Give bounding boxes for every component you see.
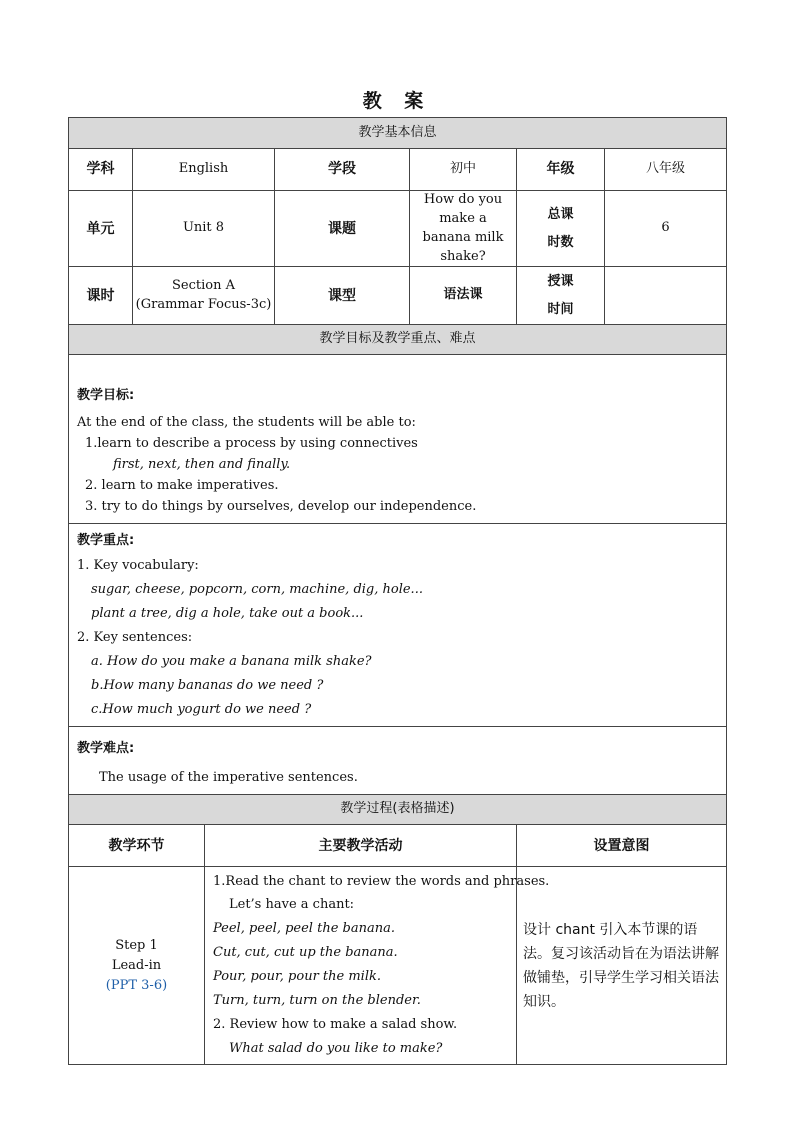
activity-line: Peel, peel, peel the banana. bbox=[213, 921, 395, 937]
period-value-line2: (Grammar Focus-3c) bbox=[135, 296, 272, 312]
activity-line: Let’s have a chant: bbox=[229, 897, 355, 913]
step1-cell bbox=[69, 867, 205, 1065]
step1-activities bbox=[205, 867, 550, 1065]
key-sentence: a. How do you make a banana milk shake? bbox=[91, 654, 372, 670]
key-sentence: b.How many bananas do we need ? bbox=[91, 678, 324, 694]
topic-label: 课题 bbox=[275, 191, 410, 267]
teach-time-value bbox=[605, 267, 727, 325]
type-value: 语法课 bbox=[410, 267, 517, 325]
teach-time-label-line1: 授课 bbox=[547, 273, 574, 289]
difficulty-heading: 教学难点: bbox=[77, 741, 135, 757]
topic-value: How do you make a banana milk shake? bbox=[410, 191, 517, 267]
teach-time-label bbox=[517, 267, 605, 325]
difficulty-block bbox=[69, 727, 727, 795]
objectives-block bbox=[69, 355, 727, 524]
key-points-heading: 教学重点: bbox=[77, 533, 135, 549]
key-sentence: c.How much yogurt do we need ? bbox=[91, 702, 312, 718]
objectives-line: 3. try to do things by ourselves, develop our independence. bbox=[85, 499, 477, 515]
key-points-block bbox=[69, 524, 727, 727]
grade-label: 年级 bbox=[517, 149, 605, 191]
activity-line: What salad do you like to make? bbox=[229, 1041, 443, 1057]
total-hours-label-line1: 总课 bbox=[547, 206, 574, 222]
page-title: 教 案 bbox=[362, 90, 432, 112]
unit-label: 单元 bbox=[69, 191, 133, 267]
activity-line: 1.Read the chant to review the words and phrases. bbox=[213, 874, 550, 890]
objectives-line: 2. learn to make imperatives. bbox=[85, 478, 279, 494]
section-goals: 教学目标及教学重点、难点 bbox=[69, 325, 727, 355]
total-hours-label-line2: 时数 bbox=[547, 234, 574, 250]
period-value bbox=[133, 267, 275, 325]
objectives-line: first, next, then and finally. bbox=[113, 457, 291, 473]
subject-value: English bbox=[133, 149, 275, 191]
section-basic-info: 教学基本信息 bbox=[69, 118, 727, 149]
step1-phase: Lead-in bbox=[111, 957, 162, 973]
process-col-step: 教学环节 bbox=[69, 825, 205, 867]
activity-line: 2. Review how to make a salad show. bbox=[213, 1017, 458, 1033]
total-hours-label bbox=[517, 191, 605, 267]
stage-value: 初中 bbox=[410, 149, 517, 191]
step1-ppt-ref: (PPT 3-6) bbox=[105, 977, 168, 993]
key-vocab-line: plant a tree, dig a hole, take out a book... bbox=[91, 606, 364, 622]
lesson-plan-table bbox=[68, 117, 727, 1065]
activity-line: Pour, pour, pour the milk. bbox=[213, 969, 381, 985]
total-hours-value: 6 bbox=[605, 191, 727, 267]
step1-intent: 设计 chant 引入本节课的语法。复习该活动旨在为语法讲解做铺垫，引导学生学习相关语法知识。 bbox=[517, 867, 727, 1065]
objectives-line: At the end of the class, the students will be able to: bbox=[77, 415, 416, 431]
period-label: 课时 bbox=[69, 267, 133, 325]
objectives-heading: 教学目标: bbox=[77, 388, 135, 404]
key-sentences-label: 2. Key sentences: bbox=[77, 630, 193, 646]
period-value-line1: Section A bbox=[172, 278, 235, 294]
step1-name: Step 1 bbox=[115, 937, 158, 953]
unit-value: Unit 8 bbox=[133, 191, 275, 267]
key-vocab-label: 1. Key vocabulary: bbox=[77, 558, 199, 574]
stage-label: 学段 bbox=[275, 149, 410, 191]
process-col-intent: 设置意图 bbox=[517, 825, 727, 867]
teach-time-label-line2: 时间 bbox=[547, 301, 574, 317]
key-vocab-line: sugar, cheese, popcorn, corn, machine, dig, hole... bbox=[91, 582, 423, 598]
activity-line: Turn, turn, turn on the blender. bbox=[213, 993, 421, 1009]
type-label: 课型 bbox=[275, 267, 410, 325]
difficulty-text: The usage of the imperative sentences. bbox=[99, 770, 358, 786]
process-col-activity: 主要教学活动 bbox=[205, 825, 517, 867]
grade-value: 八年级 bbox=[605, 149, 727, 191]
objectives-line: 1.learn to describe a process by using connectives bbox=[85, 436, 418, 452]
section-process: 教学过程(表格描述) bbox=[69, 795, 727, 825]
subject-label: 学科 bbox=[69, 149, 133, 191]
activity-line: Cut, cut, cut up the banana. bbox=[213, 945, 398, 961]
